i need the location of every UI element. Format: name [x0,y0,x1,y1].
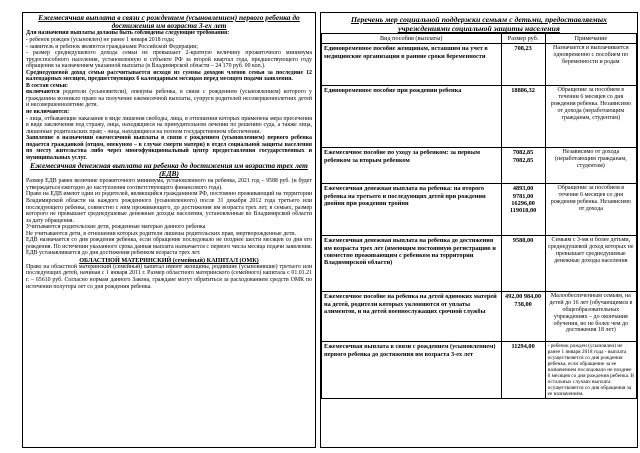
section-title-first-child-payment: Ежемесячная выплата в связи с рождением (усыновлением) первого ребенка до достижения им возраста 3-ех лет [38,13,300,31]
table-row [322,184,637,236]
requirement-item: - ребенок рожден (усыновлен) не ранее 1 января 2018 года; [26,36,175,43]
benefit-note: Малообеспеченным семьям, на детей до 16 лет (обучающимся в общеобразовательных учреждениях – до окончания обучения, но не более чем до достижения 18 лет) [545,292,636,342]
table-row [322,86,637,148]
application-paragraph: Заявление о назначении ежемесячной выплаты в связи с рождением (усыновлением) первого ребенка подается гражданкой (отцом, опекуном – в случае смерти матери) в отдел социальной защиты населения по месту жительства либо через многофункциональный центр предоставления государственных и муниципальных услуг. [26,135,312,161]
benefit-amount: 9588,00 [501,236,545,292]
benefits-list-title: Перечень мер социальной поддержки семьям с детьми, предоставляемых учреждениями социальной защиты населения [350,15,608,34]
benefit-amount: 7082,85 7082,85 [501,148,545,184]
benefit-note: Семьям с 3-мя и более детьми, среднедушевой доход которых не превышает среднедушевые денежные доходы населения [545,236,636,292]
table-row [322,342,637,399]
section-title-omk: ОБЛАСТНОЙ МАТЕРИНСКИЙ (семейный) КАПИТАЛ (ОМК) [79,256,259,264]
table-row [322,44,637,86]
benefit-amount: 492,00 984,00 738,00 [501,292,545,342]
benefit-name: Ежемесячная выплата в связи с рождением (усыновлением) первого ребенка до достижения им возраста 3-ех лет [322,342,502,399]
header-note: Примечание [545,34,636,44]
left-column [22,12,316,448]
benefit-note: Назначается и выплачивается одновременно с пособием по беременности и родам [545,44,636,86]
included-text: родители (усыновители), опекуны ребенка, в связи с рождением (усыновлением) которого у гражданина возникло право на получение ежемесячной выплаты, супруги родителей несовершеннолетних детей и несовершеннолетние дети. [26,89,312,109]
benefit-name: Ежемесячное пособие по уходу за ребенком: за первым ребенком за вторым ребенком [322,148,502,184]
benefit-note: Обращение за пособием в течении 6 месяцев со дня рождения ребенка. Независимо от дохода (неработающим гражданам, студентам) [545,86,636,148]
benefit-amount: 4893,00 9781,00 16296,00 119018,00 [501,184,545,236]
requirements-intro: Для назначения выплаты должны быть соблюдены следующие требования: [26,30,230,37]
income-calc-paragraph: Среднедушевой доход семьи рассчитывается исходя из суммы доходов членов семьи за последние 12 календарных месяцев, предшествующих 6 календарным месяцам перед месяцем подачи заявления. [26,69,312,83]
benefit-note: - ребенок рожден (усыновлен) не ранее 1 января 2018 года - выплата осуществляется со дня рождения ребенка, если обращение за ее назначением последовало не позднее 6 месяцев со дня рождения ребенка. В остальных случаях выплата осуществляется со дня обращения за ее назначением. [545,342,636,399]
table-row [322,292,637,342]
requirement-item: - заявитель и ребенок являются гражданами Российской Федерации; [26,43,199,50]
omk-paragraph: Право на областной материнский (семейный) капитал имеют женщины, родившие (усыновившие) третьего или последующих детей, начиная с 1 января 2011 г. Размер областного материнского (семейного) капитала с 01.01.21 г. – 65610 руб. Согласно нормам данного Закона, граждане могут обратиться за расходованием средств ОМК по истечении полутора лет со дня рождения ребенка. [26,263,312,290]
edv-counted-paragraph: Учитываются родительские дети, рожденные матерью данного ребенка [26,224,206,231]
benefit-note: Обращение за пособием в течение 6 месяцев со дня рождения ребенка. Независимо от дохода [545,184,636,236]
included-paragraph [26,89,312,109]
benefits-table [321,33,637,399]
benefit-note: Независимо от дохода (неработающим гражданам, студентам) [545,148,636,184]
edv-right-paragraph: Право на ЕДВ имеют один из родителей, являющийся гражданином РФ, постоянно проживающий на территории Владимирской области на каждого рожденного (усыновленного) после 31 декабря 2012 года третьего или последующего ребенка, совместно с ним проживающего, до достижения им возраста трех лет, в семьях, размер которого не превышает среднедушевые денежные доходы населения, установленные во Владимирской области за дату обращения. [26,191,312,224]
benefit-name: Ежемесячная денежная выплата на ребенка до достижения им возраста трех лет (имеющим постоянную регистрацию и совместно проживающим с ребенком на территории Владимирской области) [322,236,502,292]
section-title-edv: Ежемесячная денежная выплата на ребенка до достижения им возраста трех лет (ЕДВ) [30,161,308,179]
table-header-row [322,34,637,44]
family-composition-heading: В состав семьи: [26,82,68,89]
benefit-amount: 18886,32 [501,86,545,148]
benefit-name: Ежемесячная денежная выплата на ребенка: на второго ребенка на третьего и последующих детей при рождении двойни при рождении тройни [322,184,502,236]
excluded-label: не включаются: [26,108,70,115]
table-row [322,148,637,184]
benefit-name: Единовременное пособие при рождении ребенка [322,86,502,148]
benefit-name: Единовременное пособие женщинам, вставшим на учет в медицинские организации в ранние сроки беременности [322,44,502,86]
right-column [320,12,638,448]
header-benefit-type: Вид пособия (выплаты) [322,34,502,44]
included-label: включаются [26,89,60,96]
excluded-text: - лица, отбывающие наказание в виде лишения свободы, лица, в отношении которых применена мера пресечения в виде заключения под стражу, лица, находящиеся на принудительном лечении по решению суда, а также лица, лишенные родительских прав; - лица, находящиеся на полном государственном обеспечении. [26,115,312,135]
benefit-amount: 11294,00 [501,342,545,399]
edv-size-paragraph: Размер ЕДВ равен величине прожиточного минимума, установленного на ребенка, 2021 год – 9588 руб. (и будет утверждаться ежегодно до наступления соответствующего финансового года). [26,178,312,191]
requirement-item: - размер среднедушевого дохода семьи не превышает 2-кратную величину прожиточного минимума трудоспособного населения, установленную в субъекте РФ за второй квартал года, предшествующего году обращения за назначением указанной выплаты (в Владимирской области – 24 170 руб. 00 коп.). [26,50,312,70]
table-row [322,236,637,292]
benefit-name: Ежемесячное пособие на ребенка на детей одиноких матерей на детей, родители которых уклоняются от уплаты алиментов, и на детей военнослужащих срочной службы [322,292,502,342]
benefit-amount: 708,23 [501,44,545,86]
header-amount: Размер руб. [501,34,545,44]
edv-period-paragraph: ЕДВ назначается со дня рождения ребенка, если обращение последовало не позднее шести месяцев со дня его рождения. По истечении указанного срока данная выплата назначается с первого числа месяца подачи заявления. ЕДВ устанавливается до дня достижения ребенком возраста трех лет. [26,237,312,257]
edv-not-counted-paragraph: Не учитываются дети, в отношении которых родители лишены родительских прав, мертворожденные дети. [26,230,297,237]
